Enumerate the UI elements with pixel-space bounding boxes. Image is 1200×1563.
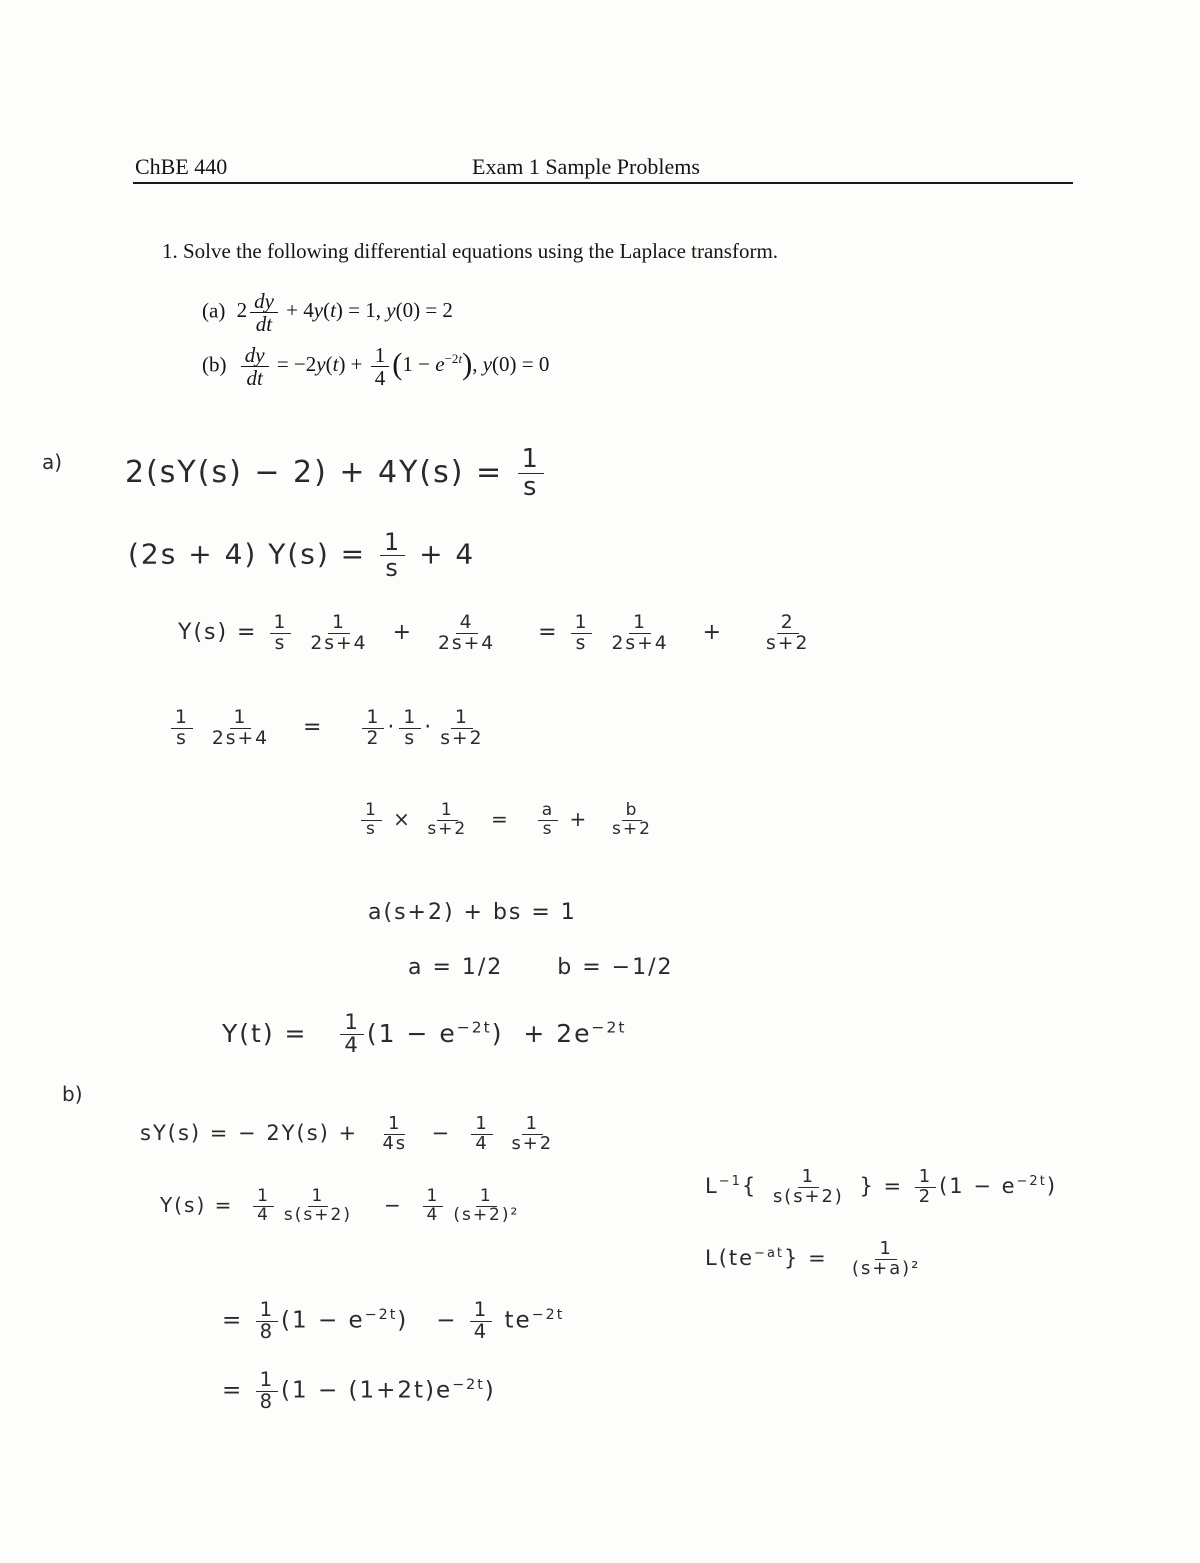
solution-a-label: a) (42, 450, 63, 474)
side-note-laplace-pair: $L(te^{-at}\}$ = $\frac{1}{\text{(s+a)²}}$ (705, 1238, 921, 1279)
solution-b-label: b) (62, 1082, 83, 1106)
solution-a-line-5: $\frac{1}{s}$ × $\frac{1}{s+2}$ = $\frac{a}{s}$ + $\frac{b}{s+2}$ (358, 802, 659, 839)
page-title: Exam 1 Sample Problems (472, 154, 700, 179)
solution-a-line-7: a = 1/2 b = −1/2 (408, 955, 674, 980)
problem-part-b (202, 344, 549, 389)
solution-a-line-6: a(s+2) + bs = 1 (368, 900, 577, 925)
course-code: ChBE 440 (135, 154, 228, 179)
part-b-equation: $\frac{dy}{dt}$ = −2y(t) + $\frac{1}{4}$ $(1 - e^{-2t})$, y(0) = 0 (238, 352, 550, 376)
solution-a-result: Y(t) = $\frac{1}{4}$ $(1 - e^{-2t}) + 2e^{-2t}$ (222, 1010, 627, 1059)
problem-part-a (202, 290, 453, 335)
solution-b-line-2: Y(s) = $\frac{1}{4}$ $\frac{1}{s(s+2)}$ − $\frac{1}{4}$ $\frac{1}{\text{(s+2)²}}$ (160, 1186, 520, 1225)
solution-a-line-4: $\frac{1}{s}$ $\frac{1}{2s+4}$ = $\frac{1}{2}$ · $\frac{1}{s}$ · $\frac{1}{s+2}$ (168, 708, 491, 748)
solution-a-line-2: (2s + 4) Y(s) = $\frac{1}{s}$ + 4 (128, 528, 476, 582)
header-rule (133, 182, 1073, 184)
part-a-equation: 2 $\frac{dy}{dt}$ + 4y(t) = 1, y(0) = 2 (236, 289, 453, 337)
part-a-label: (a) (202, 298, 226, 323)
solution-b-line-1: sY(s) = − 2Y(s) + $\frac{1}{4s}$ − $\frac{1}{4}$ $\frac{1}{s+2}$ (140, 1113, 554, 1154)
part-b-label: (b) (202, 352, 227, 377)
solution-a-line-1: 2(sY(s) − 2) + 4Y(s) = $\frac{1}{s}$ (125, 446, 547, 501)
solution-b-line-3: = $\frac{1}{8}$ $(1 - e^{-2t})$ − $\frac{1}{4}$ $te^{-2t}$ (222, 1298, 565, 1343)
problem-statement: 1. Solve the following differential equations using the Laplace transform. (162, 239, 779, 263)
side-note-inverse-laplace: $L^{-1}${ $\frac{1}{s(s+2)}$ } = $\frac{1}{2}$ $(1 - e^{-2t})$ (705, 1166, 1058, 1207)
solution-a-line-3: Y(s) = $\frac{1}{s}$ $\frac{1}{2s+4}$ + $\frac{4}{2s+4}$ = $\frac{1}{s}$ $\frac{1}{2s+4}$ + $\frac{2}{s+2}$ (178, 612, 810, 654)
solution-b-result: = $\frac{1}{8}$ $(1 - (1+2t)e^{-2t})$ (222, 1368, 496, 1413)
